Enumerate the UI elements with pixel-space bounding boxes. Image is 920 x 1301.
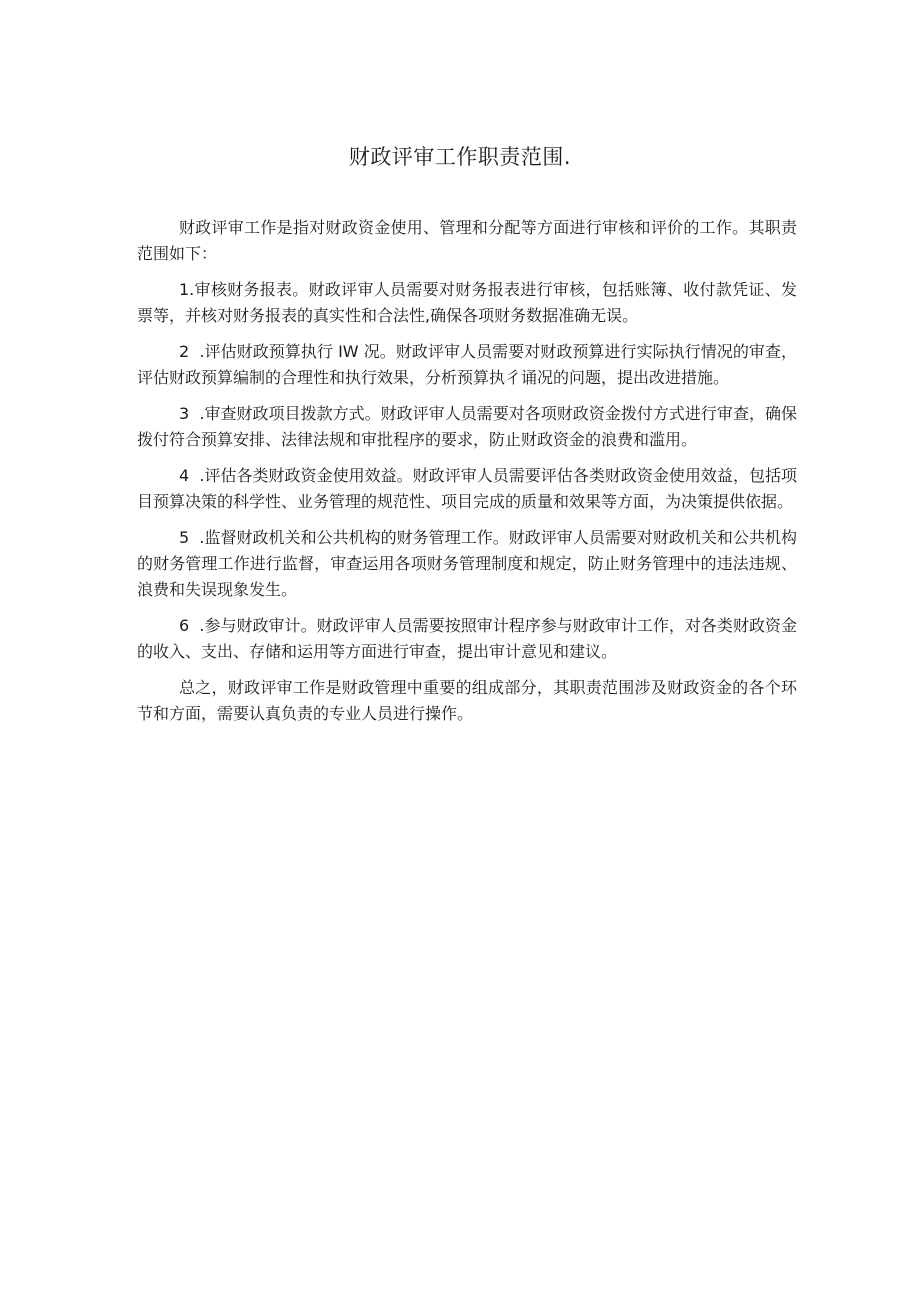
intro-paragraph: 财政评审工作是指对财政资金使用、管理和分配等方面进行审核和评价的工作。其职责范围如下： xyxy=(137,218,797,263)
item-2-paragraph: 2 .评估财政预算执行 IW 况。财政评审人员需要对财政预算进行实际执行情况的审查，评估财政预算编制的合理性和执行效果，分析预算执彳诵况的问题，提出改进措施。 xyxy=(137,342,797,387)
item-3-paragraph: 3 .审查财政项目拨款方式。财政评审人员需要对各项财政资金拨付方式进行审查，确保拨付符合预算安排、法律法规和审批程序的要求，防止财政资金的浪费和滥用。 xyxy=(137,404,797,449)
document-body xyxy=(137,215,797,737)
item-6-paragraph: 6 .参与财政审计。财政评审人员需要按照审计程序参与财政审计工作，对各类财政资金的收入、支出、存储和运用等方面进行审查，提出审计意见和建议。 xyxy=(137,616,797,661)
item-4-paragraph: 4 .评估各类财政资金使用效益。财政评审人员需要评估各类财政资金使用效益，包括项目预算决策的科学性、业务管理的规范性、项目完成的质量和效果等方面，为决策提供依据。 xyxy=(137,466,797,511)
item-5-paragraph: 5 .监督财政机关和公共机构的财务管理工作。财政评审人员需要对财政机关和公共机构的财务管理工作进行监督，审查运用各项财务管理制度和规定，防止财务管理中的违法违规、浪费和失误现象发生。 xyxy=(137,528,797,599)
item-1-paragraph: 1.审核财务报表。财政评审人员需要对财务报表进行审核，包括账簿、收付款凭证、发票等，并核对财务报表的真实性和合法性,确保各项财务数据准确无误。 xyxy=(137,280,797,325)
conclusion-paragraph: 总之，财政评审工作是财政管理中重要的组成部分，其职责范围涉及财政资金的各个环节和方面，需要认真负责的专业人员进行操作。 xyxy=(137,678,797,723)
document-title: 财政评审工作职责范围. xyxy=(348,145,572,169)
